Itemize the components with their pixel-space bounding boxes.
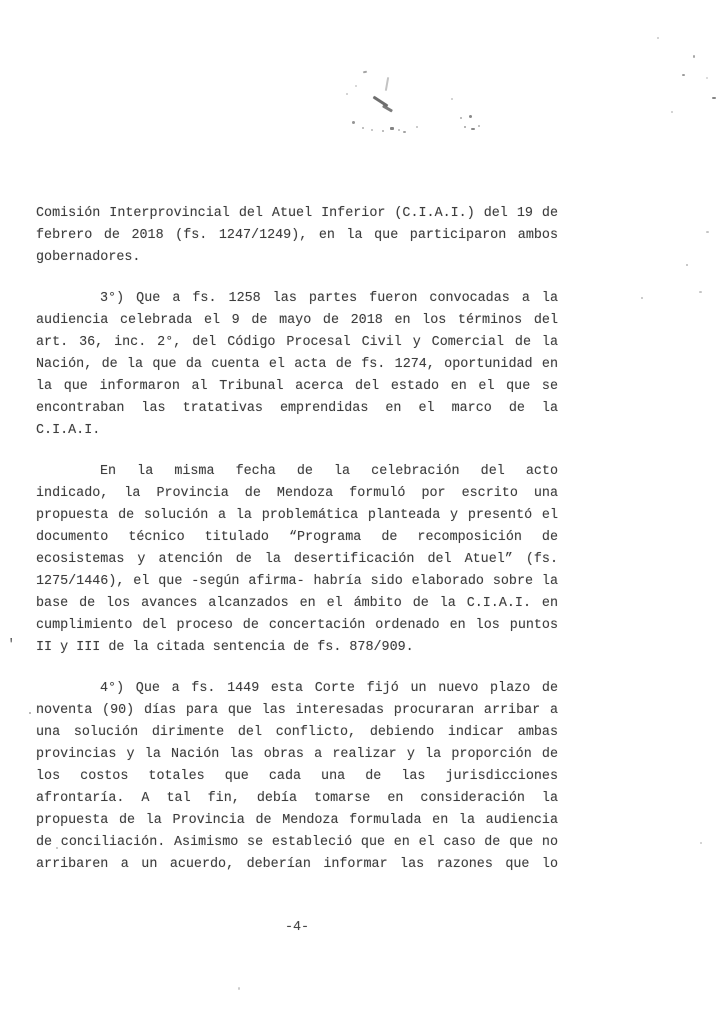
text-line: cumplimiento del proceso de concertación ordenado en los puntos [36,618,558,633]
text-line: gobernadores. [36,250,141,265]
text-line: Nación, de la que da cuenta el acta de fs. 1274, oportunidad en [36,357,558,372]
scan-speck [657,37,659,39]
text-line: documento técnico titulado “Programa de recomposición de [36,530,558,545]
paragraph [36,203,558,269]
smudge-dot [460,117,462,119]
scan-speck [712,97,716,99]
smudge-dot [469,115,472,118]
smudge-dot [398,129,400,131]
scan-speck [238,987,240,990]
scan-speck [29,712,31,714]
text-line: la que informaron al Tribunal acerca del estado en el que se [36,379,558,394]
text-line: Comisión Interprovincial del Atuel Inferior (C.I.A.I.) del 19 de [36,206,558,221]
text-line: febrero de 2018 (fs. 1247/1249), en la que participaron ambos [36,228,558,243]
text-line: C.I.A.I. [36,423,101,438]
scan-speck [686,264,688,266]
smudge-dot [363,71,367,74]
smudge-dot [346,93,348,95]
smudge-dot [355,85,357,87]
text-line: los costos totales que cada una de las jurisdicciones [36,769,558,784]
text-line: art. 36, inc. 2°, del Código Procesal Civil y Comercial de la [36,335,558,350]
text-line: arribaren a un acuerdo, deberían informar las razones que lo [36,857,558,872]
scan-speck [706,231,709,233]
scan-speck [693,55,695,58]
smudge-dot [362,127,364,129]
text-line: 4°) Que a fs. 1449 esta Corte fijó un nuevo plazo de [100,681,558,696]
smudge-dot [390,127,394,130]
text-line: indicado, la Provincia de Mendoza formuló por escrito una [36,486,558,501]
stray-margin-mark: ' [7,637,16,653]
scan-speck [671,111,673,113]
smudge-dot [403,131,406,133]
text-line: 1275/1446), el que -según afirma- habría sido elaborado sobre la [36,574,558,589]
text-line: propuesta de la Provincia de Mendoza formulada en la audiencia [36,813,558,828]
smudge-dot [478,125,480,127]
smudge-dot [382,130,384,132]
scan-speck [699,291,702,293]
scan-speck [641,297,643,299]
text-line: noventa (90) días para que las interesadas procuraran arribar a [36,703,558,718]
text-line: En la misma fecha de la celebración del acto [100,464,558,479]
text-line: base de los avances alcanzados en el ámbito de la C.I.A.I. en [36,596,558,611]
smudge-dot [371,129,373,131]
paragraph [36,288,558,442]
text-line: de conciliación. Asimismo se estableció que en el caso de que no [36,835,558,850]
page-number: -4- [284,920,310,935]
text-line: audiencia celebrada el 9 de mayo de 2018 en los términos del [36,313,558,328]
document-body [36,203,558,876]
paragraph [36,461,558,659]
smudge-dot [464,126,466,128]
scan-speck [682,74,685,76]
scan-speck [700,842,702,844]
text-line: encontraban las tratativas emprendidas en el marco de la [36,401,558,416]
smudge-dot [352,121,355,124]
text-line: afrontaría. A tal fin, debía tomarse en consideración la [36,791,558,806]
smudge-dot [471,128,475,130]
text-line: propuesta de solución a la problemática planteada y presentó el [36,508,558,523]
text-line: ecosistemas y atención de la desertificación del Atuel” (fs. [36,552,558,567]
smudge-dot [416,126,418,128]
text-line: 3°) Que a fs. 1258 las partes fueron convocadas a la [100,291,558,306]
scan-speck [706,77,708,79]
text-line: una solución dirimente del conflicto, debiendo indicar ambas [36,725,558,740]
smudge-stroke [385,77,389,91]
paragraph [36,678,558,876]
text-line: provincias y la Nación las obras a realizar y la proporción de [36,747,558,762]
text-line: II y III de la citada sentencia de fs. 878/909. [36,640,414,655]
smudge-dot [451,98,453,100]
